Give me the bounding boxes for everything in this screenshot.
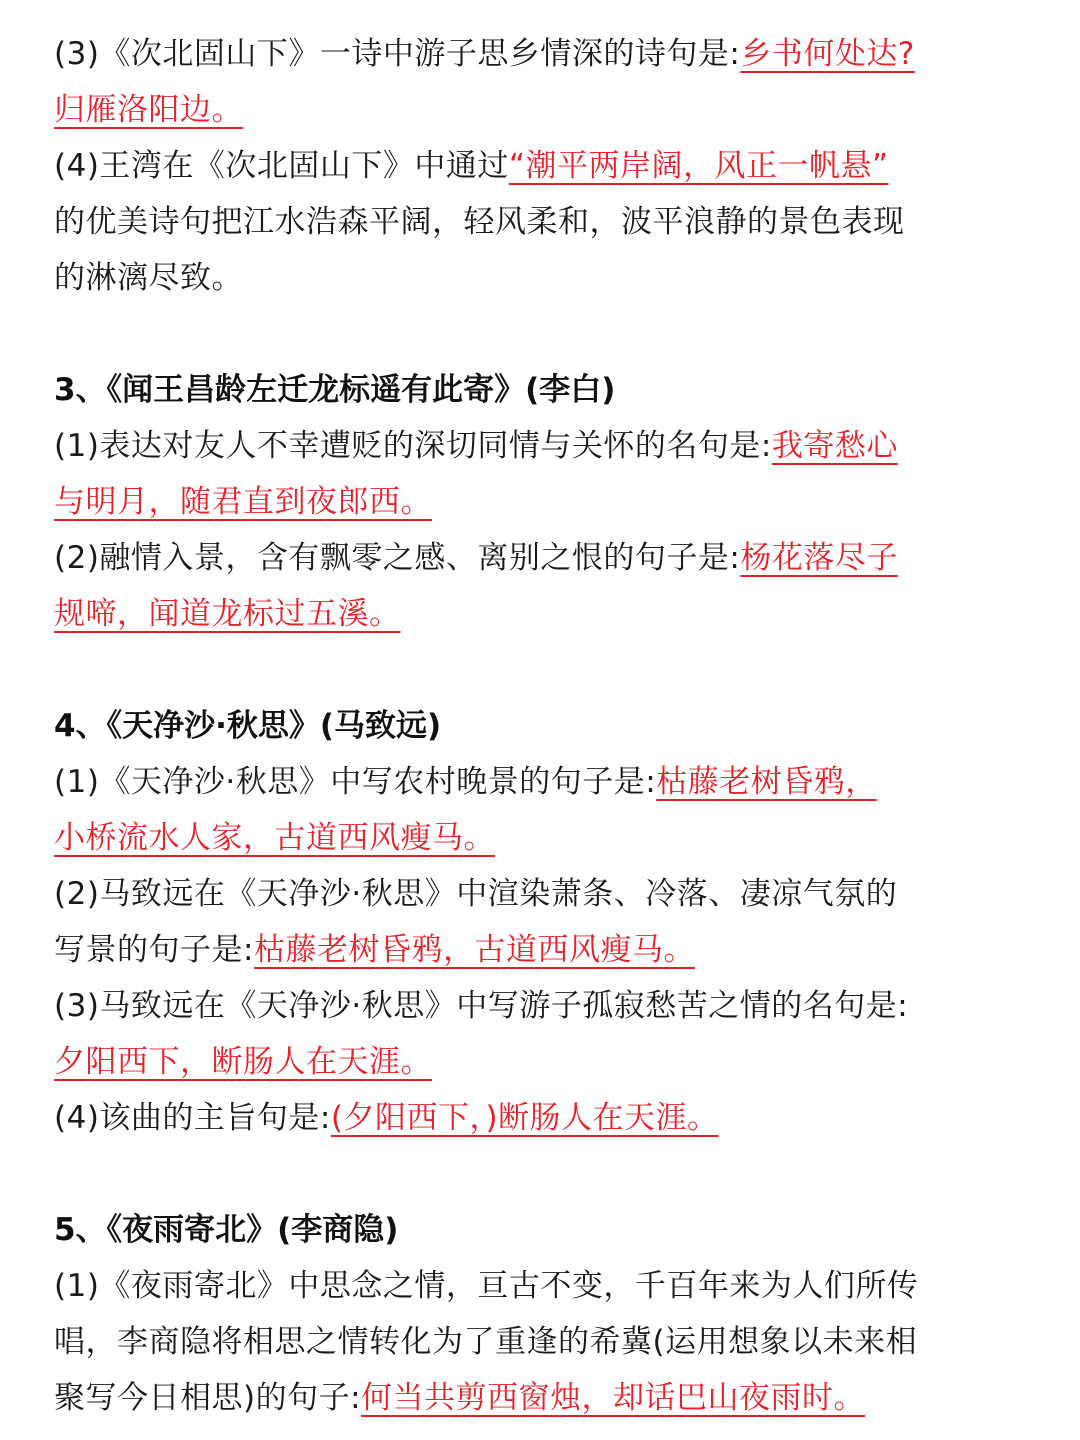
- answer-text: 枯藤老树昏鸦，: [656, 764, 877, 800]
- answer-text: 归雁洛阳边。: [54, 92, 243, 128]
- answer-text: 夕阳西下，断肠人在天涯。: [54, 1044, 432, 1080]
- sec2-q3-line2: [54, 82, 1014, 138]
- sec2-q3-line1: [54, 26, 1014, 82]
- question-prompt: (3)《次北固山下》一诗中游子思乡情深的诗句是:: [54, 36, 741, 72]
- question-prompt: 聚写今日相思)的句子:: [54, 1380, 362, 1416]
- sec4-q3-line1: (3)马致远在《天净沙·秋思》中写游子孤寂愁苦之情的名句是:: [54, 988, 909, 1024]
- answer-text: 规啼，闻道龙标过五溪。: [54, 596, 401, 632]
- sec2-q4-line1: [54, 138, 1014, 194]
- sec2-q4-line3: 的淋漓尽致。: [54, 260, 243, 296]
- section-gap: [54, 306, 1014, 362]
- sec5-q1-line3: [54, 1370, 1014, 1426]
- sec2-q4-line2: 的优美诗句把江水浩森平阔，轻风柔和，波平浪静的景色表现: [54, 204, 905, 240]
- sec4-q1-line2: [54, 810, 1014, 866]
- answer-text: 杨花落尽子: [740, 540, 898, 576]
- sec4-q3-line2: [54, 1034, 1014, 1090]
- sec3-q2-line1: [54, 530, 1014, 586]
- document-page: [54, 26, 1014, 1426]
- section-heading-3: 3、《闻王昌龄左迁龙标遥有此寄》(李白): [54, 372, 616, 408]
- answer-text: 与明月，随君直到夜郎西。: [54, 484, 432, 520]
- answer-text: 枯藤老树昏鸦，古道西风瘦马。: [253, 932, 695, 968]
- answer-text: 乡书何处达?: [740, 36, 915, 72]
- sec4-q2-line2: [54, 922, 1014, 978]
- sec3-q2-line2: [54, 586, 1014, 642]
- question-prompt: (4)该曲的主旨句是:: [54, 1100, 331, 1136]
- question-prompt: (4)王湾在《次北固山下》中通过: [54, 148, 509, 184]
- sec3-q1-line2: [54, 474, 1014, 530]
- question-prompt: (2)融情入景，含有飘零之感、离别之恨的句子是:: [54, 540, 741, 576]
- question-prompt: 写景的句子是:: [54, 932, 254, 968]
- sec4-q4-line1: [54, 1090, 1014, 1146]
- sec5-q1-line2: 唱，李商隐将相思之情转化为了重逢的希冀(运用想象以未来相: [54, 1324, 918, 1360]
- answer-text: 何当共剪西窗烛，却话巴山夜雨时。: [361, 1380, 866, 1416]
- answer-text: (夕阳西下，)断肠人在天涯。: [330, 1100, 719, 1136]
- section-heading-5: 5、《夜雨寄北》(李商隐): [54, 1212, 399, 1248]
- answer-text: 我寄愁心: [771, 428, 898, 464]
- sec4-q2-line1: (2)马致远在《天净沙·秋思》中渲染萧条、冷落、凄凉气氛的: [54, 876, 898, 912]
- answer-text: “潮平两岸阔，风正一帆悬”: [508, 148, 889, 184]
- sec5-q1-line1: (1)《夜雨寄北》中思念之情，亘古不变，千百年来为人们所传: [54, 1268, 919, 1304]
- sec3-q1-line1: [54, 418, 1014, 474]
- section-gap: [54, 1146, 1014, 1202]
- answer-text: 小桥流水人家，古道西风瘦马。: [54, 820, 495, 856]
- question-prompt: (1)表达对友人不幸遭贬的深切同情与关怀的名句是:: [54, 428, 772, 464]
- question-prompt: (1)《天净沙·秋思》中写农村晚景的句子是:: [54, 764, 657, 800]
- section-heading-4: 4、《天净沙·秋思》(马致远): [54, 708, 442, 744]
- sec4-q1-line1: [54, 754, 1014, 810]
- section-gap: [54, 642, 1014, 698]
